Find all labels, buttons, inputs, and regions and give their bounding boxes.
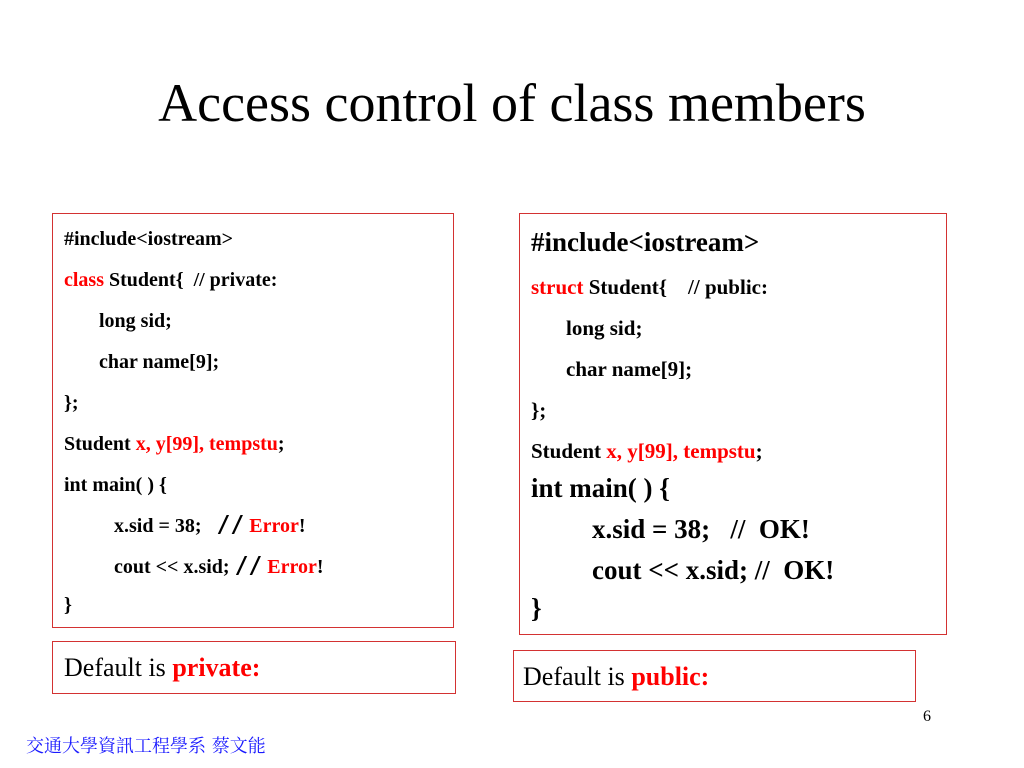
- variable-type: Student: [531, 439, 607, 463]
- footer-credit: 交通大學資訊工程學系 蔡文能: [26, 736, 266, 757]
- statement-cout-bang: !: [316, 556, 324, 578]
- statement-cout-error: Error: [267, 556, 317, 578]
- member-name-line: char name[9];: [99, 351, 220, 373]
- include-line: #include<iostream>: [64, 228, 234, 250]
- default-public-note: [513, 650, 916, 702]
- note-prefix: Default is: [523, 662, 632, 691]
- statement-cout-comment: //: [234, 553, 263, 579]
- class-declaration-line: [64, 269, 277, 292]
- main-close-line: }: [64, 594, 72, 616]
- statement-cout-code: cout << x.sid;: [114, 556, 235, 578]
- member-name-line: char name[9];: [566, 357, 693, 381]
- class-close-line: };: [64, 392, 79, 414]
- main-signature-line: int main( ) {: [531, 473, 670, 503]
- struct-code-panel: [519, 213, 947, 635]
- note-prefix: Default is: [64, 653, 173, 682]
- statement-cout-line: [114, 553, 324, 579]
- struct-close-line: };: [531, 398, 547, 422]
- variable-semicolon: ;: [755, 439, 763, 463]
- struct-declaration-text: Student{ // public:: [583, 275, 768, 299]
- include-line: #include<iostream>: [531, 227, 760, 257]
- statement-cout-line: cout << x.sid; // OK!: [592, 555, 835, 585]
- member-sid-line: long sid;: [99, 310, 172, 332]
- statement-sid-bang: !: [298, 515, 306, 537]
- note-public-value: public:: [631, 662, 710, 691]
- main-close-line: }: [531, 593, 542, 623]
- variable-type: Student: [64, 433, 136, 455]
- statement-sid-error: Error: [249, 515, 299, 537]
- statement-sid-comment: //: [216, 512, 245, 538]
- variable-names: x, y[99], tempstu: [135, 433, 278, 455]
- struct-declaration-line: [531, 275, 768, 300]
- struct-keyword: struct: [531, 275, 584, 299]
- class-declaration-text: Student{ // private:: [104, 269, 278, 291]
- statement-sid-line: x.sid = 38; // OK!: [592, 514, 810, 544]
- page-number: 6: [923, 708, 931, 725]
- default-private-note: [52, 641, 456, 694]
- note-private-value: private:: [172, 653, 261, 682]
- statement-sid-line: [114, 512, 306, 538]
- variable-declaration-line: [64, 433, 285, 456]
- class-keyword: class: [64, 269, 104, 291]
- variable-names: x, y[99], tempstu: [606, 439, 756, 463]
- class-code-panel: [52, 213, 454, 628]
- statement-sid-code: x.sid = 38;: [114, 515, 217, 537]
- slide-title: Access control of class members: [158, 73, 866, 133]
- member-sid-line: long sid;: [566, 316, 643, 340]
- variable-semicolon: ;: [277, 433, 285, 455]
- variable-declaration-line: [531, 439, 763, 464]
- main-signature-line: int main( ) {: [64, 474, 167, 496]
